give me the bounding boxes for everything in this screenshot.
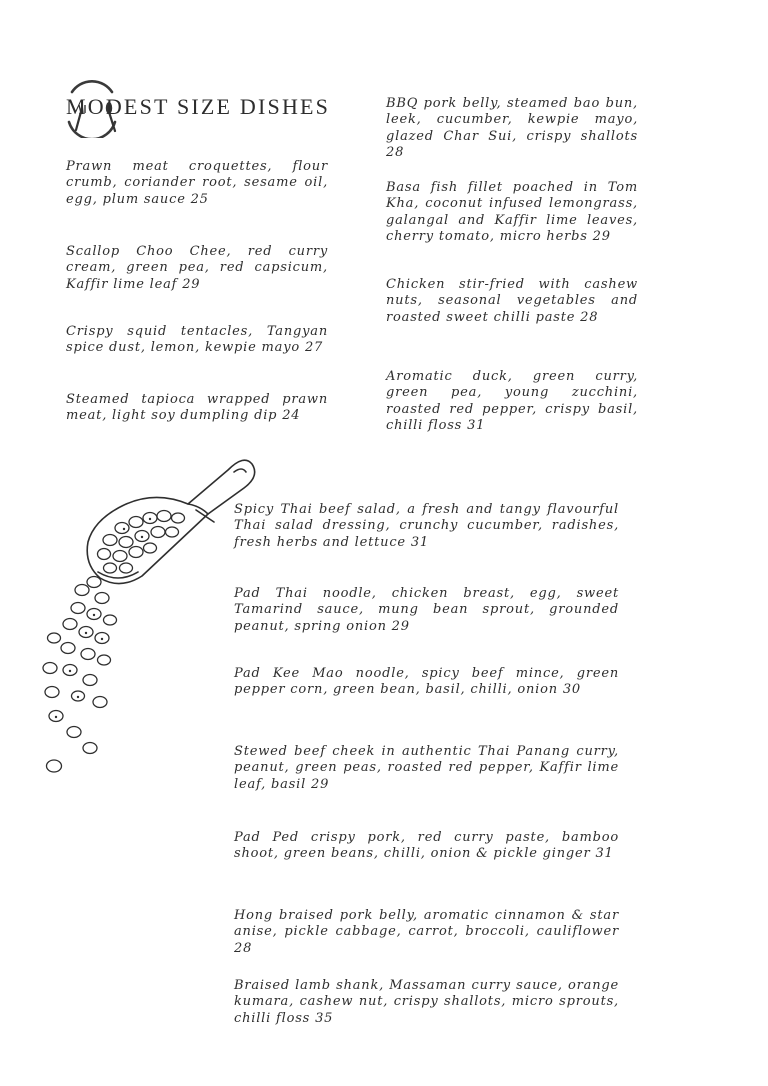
menu-item: BBQ pork belly, steamed bao bun, leek, cucumber, kewpie mayo, glazed Char Sui, crispy shallots 28: [386, 96, 638, 161]
menu-item: Spicy Thai beef salad, a fresh and tangy flavourful Thai salad dressing, crunchy cucumber, radishes, fresh herbs and lettuce 31: [234, 502, 619, 550]
menu-item: Braised lamb shank, Massaman curry sauce, orange kumara, cashew nut, crispy shallots, micro sprouts, chilli floss 35: [234, 978, 619, 1026]
menu-item: Pad Thai noodle, chicken breast, egg, sweet Tamarind sauce, mung bean sprout, grounded peanut, spring onion 29: [234, 586, 619, 634]
menu-item: Stewed beef cheek in authentic Thai Panang curry, peanut, green peas, roasted red pepper, Kaffir lime leaf, basil 29: [234, 744, 619, 792]
menu-item: Basa fish fillet poached in Tom Kha, coconut infused lemongrass, galangal and Kaffir lime leaves, cherry tomato, micro herbs 29: [386, 180, 638, 245]
menu-item: Crispy squid tentacles, Tangyan spice dust, lemon, kewpie mayo 27: [66, 324, 328, 356]
menu-item: Pad Ped crispy pork, red curry paste, bamboo shoot, green beans, chilli, onion & pickle ginger 31: [234, 830, 619, 862]
menu-item: Steamed tapioca wrapped prawn meat, light soy dumpling dip 24: [66, 392, 328, 424]
menu-item: Hong braised pork belly, aromatic cinnamon & star anise, pickle cabbage, carrot, broccoli, cauliflower 28: [234, 908, 619, 956]
menu-item: Chicken stir-fried with cashew nuts, seasonal vegetables and roasted sweet chilli paste 28: [386, 277, 638, 325]
section-title: MODEST SIZE DISHES: [66, 94, 331, 119]
menu-item: Aromatic duck, green curry, green pea, young zucchini, roasted red pepper, crispy basil, chilli floss 31: [386, 369, 638, 434]
scoop-beans-illustration: [38, 448, 260, 788]
menu-item: Pad Kee Mao noodle, spicy beef mince, green pepper corn, green bean, basil, chilli, onion 30: [234, 666, 619, 698]
menu-item: Prawn meat croquettes, flour crumb, coriander root, sesame oil, egg, plum sauce 25: [66, 159, 328, 207]
menu-item: Scallop Choo Chee, red curry cream, green pea, red capsicum, Kaffir lime leaf 29: [66, 244, 328, 292]
